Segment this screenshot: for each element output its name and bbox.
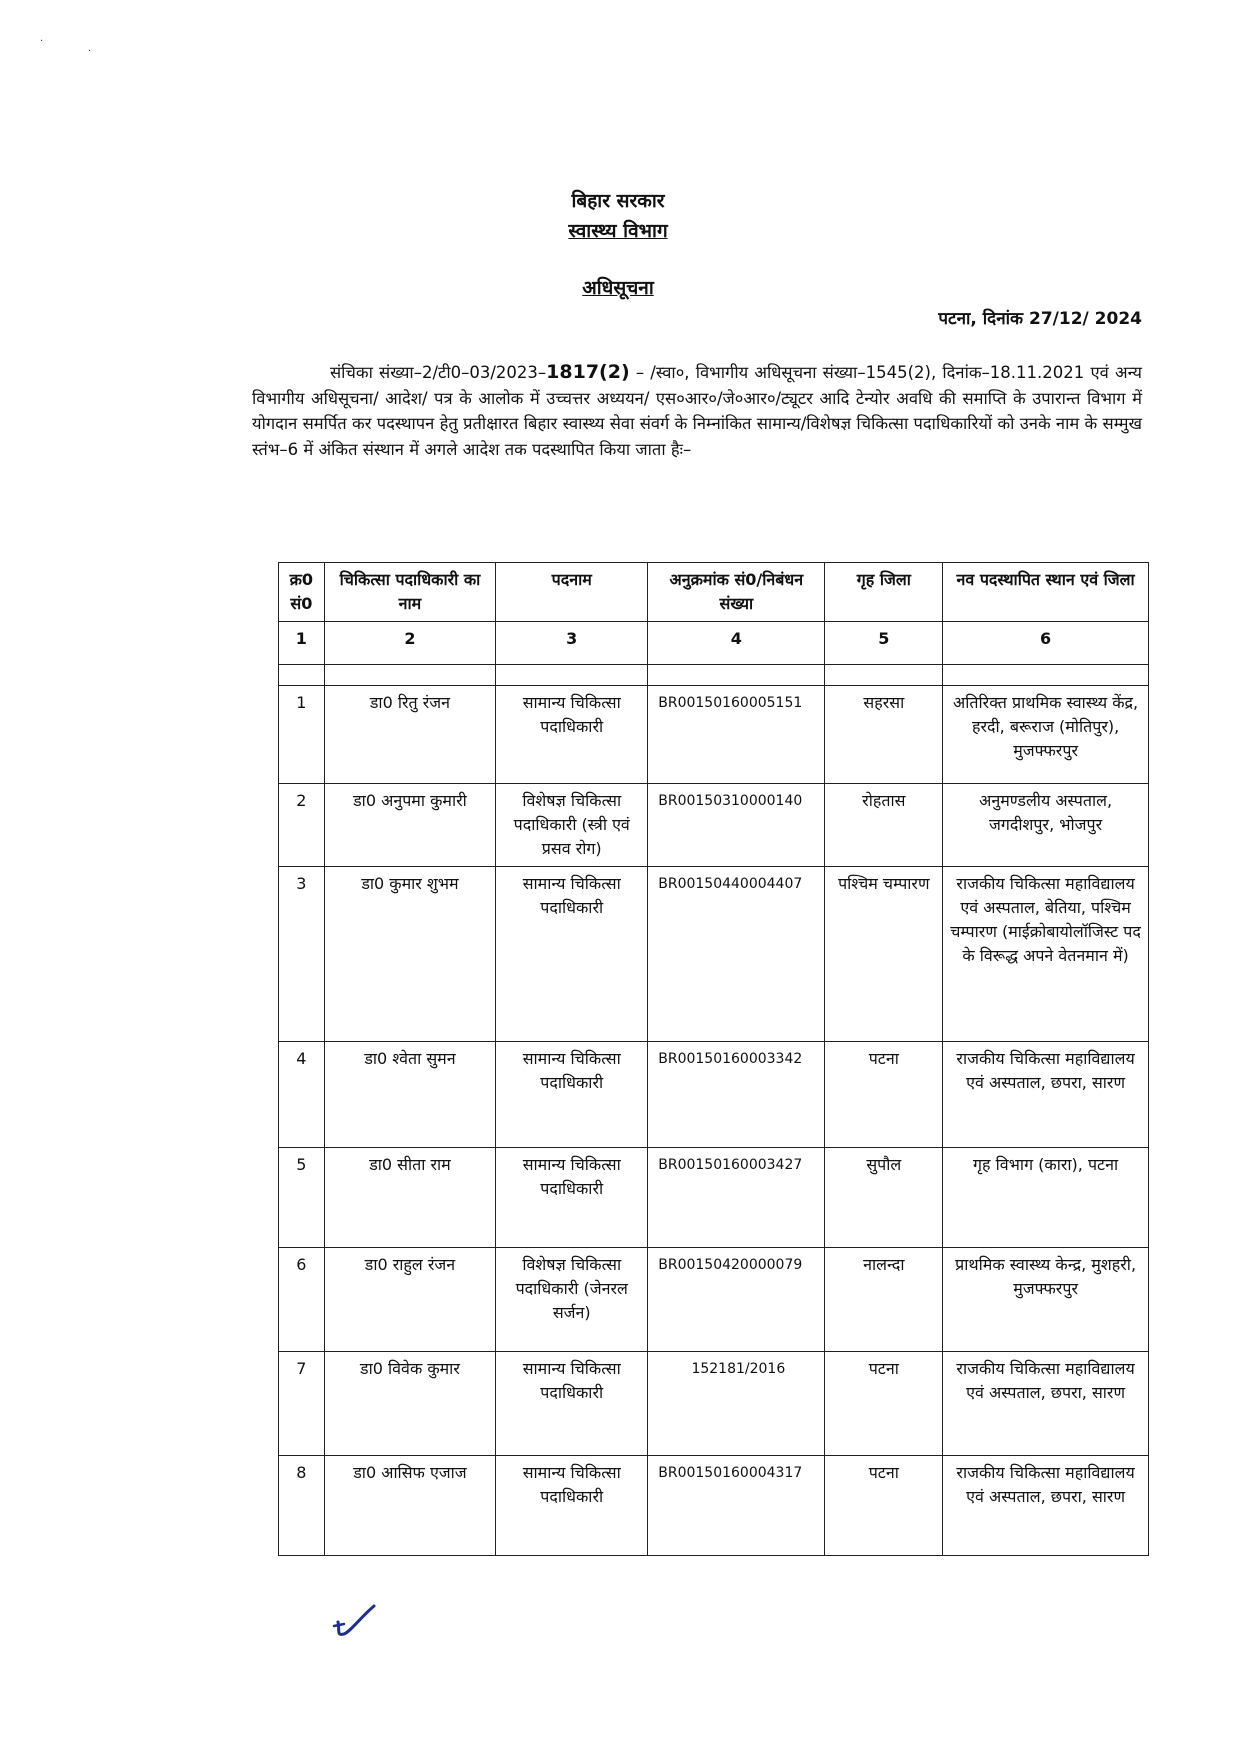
registration-cell: BR00150160003342 [648, 1042, 825, 1148]
officer-name-cell: डा0 श्वेता सुमन [324, 1042, 495, 1148]
table-row [279, 867, 1149, 1042]
posting-cell: प्राथमिक स्वास्थ्य केन्द्र, मुशहरी, मुजफ्फरपुर [943, 1248, 1149, 1352]
officer-name-cell: डा0 विवेक कुमार [324, 1352, 495, 1456]
signature-mark [330, 1600, 378, 1640]
designation-cell: विशेषज्ञ चिकित्सा पदाधिकारी (स्त्री एवं प्रसव रोग) [496, 784, 648, 867]
column-number: 1 [279, 622, 325, 665]
serial-cell: 1 [279, 686, 325, 784]
posting-cell: राजकीय चिकित्सा महाविद्यालय एवं अस्पताल, छपरा, सारण [943, 1456, 1149, 1556]
designation-cell: सामान्य चिकित्सा पदाधिकारी [496, 686, 648, 784]
home-district-cell: सुपौल [825, 1148, 943, 1248]
serial-cell: 6 [279, 1248, 325, 1352]
designation-cell: सामान्य चिकित्सा पदाधिकारी [496, 1456, 648, 1556]
column-number: 3 [496, 622, 648, 665]
home-district-cell: पश्चिम चम्पारण [825, 867, 943, 1042]
header-officer-name: चिकित्सा पदाधिकारी का नाम [324, 563, 495, 622]
home-district-cell: पटना [825, 1456, 943, 1556]
table-row [279, 784, 1149, 867]
header-registration: अनुक्रमांक सं0/निबंधन संख्या [648, 563, 825, 622]
header-new-posting: नव पदस्थापित स्थान एवं जिला [943, 563, 1149, 622]
officer-name-cell: डा0 राहुल रंजन [324, 1248, 495, 1352]
registration-cell: BR00150160004317 [648, 1456, 825, 1556]
designation-cell: विशेषज्ञ चिकित्सा पदाधिकारी (जेनरल सर्जन) [496, 1248, 648, 1352]
table-row [279, 686, 1149, 784]
spacer-cell [496, 665, 648, 686]
home-district-cell: पटना [825, 1352, 943, 1456]
table-row [279, 1148, 1149, 1248]
registration-cell: BR00150440004407 [648, 867, 825, 1042]
file-number: 1817(2) [546, 361, 630, 383]
serial-cell: 7 [279, 1352, 325, 1456]
serial-cell: 4 [279, 1042, 325, 1148]
column-number: 4 [648, 622, 825, 665]
scan-speck: · [88, 46, 92, 57]
spacer-cell [825, 665, 943, 686]
dateline: पटना, दिनांक 27/12/ 2024 [938, 309, 1142, 329]
column-number: 6 [943, 622, 1149, 665]
intro-body: – /स्वा०, विभागीय अधिसूचना संख्या–1545(2), दिनांक–18.11.2021 एवं अन्य विभागीय अधिसूचना/ आदेश/ पत्र के आलोक में उच्चत्तर अध्ययन/ एस०आर०/जे०आर०/ट्यूटर आदि टेन्योर अवधि की समाप्ति के उपारान्त विभाग में योगदान समर्पित कर पदस्थापन हेतु प्रतीक्षारत बिहार स्वास्थ्य सेवा संवर्ग के निम्नांकित सामान्य/विशेषज्ञ चिकित्सा पदाधिकारियों को उनके नाम के सम्मुख स्तंभ–6 में अंकित संस्थान में अगले आदेश तक पदस्थापित किया जाता हैः– [252, 363, 1143, 459]
home-district-cell: नालन्दा [825, 1248, 943, 1352]
column-number-row [279, 622, 1149, 665]
posting-cell: राजकीय चिकित्सा महाविद्यालय एवं अस्पताल, छपरा, सारण [943, 1042, 1149, 1148]
designation-cell: सामान्य चिकित्सा पदाधिकारी [496, 1352, 648, 1456]
officer-name-cell: डा0 आसिफ एजाज [324, 1456, 495, 1556]
registration-cell: BR00150160005151 [648, 686, 825, 784]
spacer-cell [324, 665, 495, 686]
table-row [279, 1456, 1149, 1556]
designation-cell: सामान्य चिकित्सा पदाधिकारी [496, 1148, 648, 1248]
spacer-cell [943, 665, 1149, 686]
spacer-cell [648, 665, 825, 686]
serial-cell: 3 [279, 867, 325, 1042]
table-row [279, 1248, 1149, 1352]
posting-table [278, 562, 1149, 1556]
header-serial: क्र0 सं0 [279, 563, 325, 622]
file-number-prefix: संचिका संख्या–2/टी0–03/2023– [330, 363, 547, 382]
intro-paragraph [252, 360, 1142, 462]
registration-cell: BR00150160003427 [648, 1148, 825, 1248]
table-row [279, 1352, 1149, 1456]
registration-cell: BR00150420000079 [648, 1248, 825, 1352]
registration-cell: 152181/2016 [648, 1352, 825, 1456]
table-header-row [279, 563, 1149, 622]
home-district-cell: रोहतास [825, 784, 943, 867]
letterhead [0, 186, 1236, 246]
serial-cell: 8 [279, 1456, 325, 1556]
government-name: बिहार सरकार [571, 190, 665, 212]
serial-cell: 5 [279, 1148, 325, 1248]
registration-cell: BR00150310000140 [648, 784, 825, 867]
department-name: स्वास्थ्य विभाग [568, 220, 668, 242]
designation-cell: सामान्य चिकित्सा पदाधिकारी [496, 867, 648, 1042]
scan-speck: · [40, 36, 44, 47]
table-spacer-row [279, 665, 1149, 686]
designation-cell: सामान्य चिकित्सा पदाधिकारी [496, 1042, 648, 1148]
officer-name-cell: डा0 कुमार शुभम [324, 867, 495, 1042]
header-designation: पदनाम [496, 563, 648, 622]
home-district-cell: सहरसा [825, 686, 943, 784]
column-number: 5 [825, 622, 943, 665]
column-number: 2 [324, 622, 495, 665]
posting-cell: अनुमण्डलीय अस्पताल, जगदीशपुर, भोजपुर [943, 784, 1149, 867]
serial-cell: 2 [279, 784, 325, 867]
posting-cell: राजकीय चिकित्सा महाविद्यालय एवं अस्पताल, बेतिया, पश्चिम चम्पारण (माईक्रोबायोलॉजिस्ट पद के विरूद्ध अपने वेतनमान में) [943, 867, 1149, 1042]
notice-title: अधिसूचना [582, 277, 654, 299]
posting-cell: राजकीय चिकित्सा महाविद्यालय एवं अस्पताल, छपरा, सारण [943, 1352, 1149, 1456]
officer-name-cell: डा0 रितु रंजन [324, 686, 495, 784]
officer-name-cell: डा0 सीता राम [324, 1148, 495, 1248]
header-home-district: गृह जिला [825, 563, 943, 622]
spacer-cell [279, 665, 325, 686]
posting-cell: अतिरिक्त प्राथमिक स्वास्थ्य केंद्र, हरदी, बरूराज (मोतिपुर), मुजफ्फरपुर [943, 686, 1149, 784]
officer-name-cell: डा0 अनुपमा कुमारी [324, 784, 495, 867]
table-row [279, 1042, 1149, 1148]
posting-cell: गृह विभाग (कारा), पटना [943, 1148, 1149, 1248]
home-district-cell: पटना [825, 1042, 943, 1148]
